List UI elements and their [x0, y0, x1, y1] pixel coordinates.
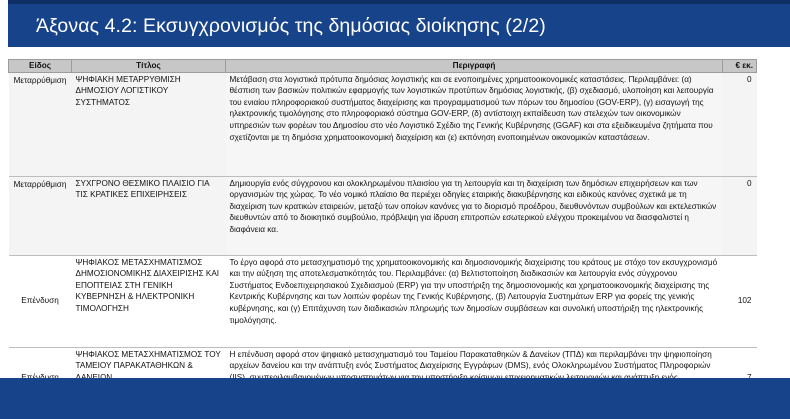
row-title: ΣΥΧΓΡΟΝΟ ΘΕΣΜΙΚΟ ΠΛΑΙΣΙΟ ΓΙΑ ΤΙΣ ΚΡΑΤΙΚΕΣ ΕΠΙΧΕΙΡΗΣΕΙΣ	[72, 176, 226, 255]
column-header-title: Τίτλος	[72, 60, 226, 73]
column-header-description: Περιγραφή	[226, 60, 723, 73]
row-type: Επένδυση	[9, 255, 72, 347]
column-header-amount: € εκ.	[723, 60, 757, 73]
row-title: ΨΗΦΙΑΚΗ ΜΕΤΑΡΡΥΘΜΙΣΗ ΔΗΜΟΣΙΟΥ ΛΟΓΙΣΤΙΚΟΥ ΣΥΣΤΗΜΑΤΟΣ	[72, 72, 226, 176]
column-header-type: Είδος	[9, 60, 72, 73]
row-amount: 0	[723, 176, 757, 255]
row-description: Δημιουργία ενός σύγχρονου και ολοκληρωμένου πλαισίου για τη λειτουργία και τη διαχείριση των δημόσιων επιχειρήσεων και των οργανισμών της χώρας. Το νέο νομικό πλαίσιο θα περιέχει οδηγίες εταιρικής διακυβέρνησης και ειδικούς κανόνες σχετικά με τη διαχείριση των κρατικών εταιρειών, μεταξύ των οποίων κανόνες για το διορισμό προέδρου, διευθυνόντων συμβούλων και εκτελεστικών διευθυντών από το διοικητικό συμβούλιο, πρόβλεψη για ίδρυση επιτροπών εσωτερικού ελέγχου προκειμένου να διασφαλιστεί η διαφάνεια κα.	[226, 176, 723, 255]
footer-band	[0, 378, 790, 419]
measures-table	[8, 59, 757, 410]
row-amount: 102	[723, 255, 757, 347]
table-row	[9, 176, 757, 255]
table-row	[9, 255, 757, 347]
row-description: Μετάβαση στα λογιστικά πρότυπα δημόσιας λογιστικής και σε ενοποιημένες χρηματοοικονομικές καταστάσεις. Περιλαμβάνει: (α) θέσπιση των βασικών πολιτικών εφαρμογής των λογιστικών προτύπων δημόσιας λογιστικής, (β) σχεδιασμό, υλοποίηση και λειτουργία του ενιαίου πληροφοριακού συστήματος διαχείρισης και προγραμματισμού των πόρων του δημοσίου (GOV-ERP), (γ) εισαγωγή της ηλεκτρονικής τιμολόγησης στο πληροφοριακό σύστημα GOV-ERP, (δ) αντίστοιχη εκπαίδευση των στελεχών των οικονομικών υπηρεσιών των φορέων του Δημοσίου στο νέο Λογιστικό Σχέδιο της Γενικής Κυβέρνησης (GGAF) και στα εξειδικευμένα ζητήματα που σχετίζονται με τη δημόσια χρηματοοικονομική διαχείριση και (ε) εκπόνηση ενοποιημένων οικονομικών καταστάσεων.	[226, 72, 723, 176]
page-title: Άξονας 4.2: Εκσυγχρονισμός της δημόσιας διοίκησης (2/2)	[36, 15, 546, 37]
row-description: Η επένδυση αφορά στον ψηφιακό μετασχηματισμό του Ταμείου Παρακαταθηκών & Δανείων (ΤΠΔ) και περιλαμβάνει την ψηφιοποίηση αρχείων δανείου και την ανάπτυξη ενός Συστήματος Διαχείρισης Εγγράφων (DMS), ενός Ολοκληρωμένου Συστήματος Πληροφοριών	[226, 347, 723, 409]
row-type: Μεταρρύθμιση	[9, 72, 72, 176]
table-row	[9, 72, 757, 176]
row-description: Το έργο αφορά στο μετασχηματισμό της χρηματοοικονομικής και δημοσιονομικής διαχείρισης του κράτους με στόχο τον εκσυγχρονισμό και την αύξηση της αποτελεσματικότητάς του. Περιλαμβάνει: (α) Βελτιστοποίηση διαδικασιών και λειτουργία ενός σύγχρονου Συστήματος Ενδοεπιχειρησιακού Σχεδιασμού (ERP) για την υποστήριξη της δημοσιονομικής και χρηματοοικονομικής διαχείρισης της Κεντρικής Κυβέρνησης και των λοιπών φορέων της Γενικής Κυβέρνησης, (β) Λειτουργία Συστημάτων ERP για φορείς της γενικής κυβέρνησης, και (γ) Επιτάχυνση των διαδικασιών πληρωμής των δημοσίων συμβάσεων και συνολική υποστήριξη της ηλεκτρονικής τιμολόγησης.	[226, 255, 723, 347]
measures-table-container	[8, 59, 756, 410]
title-bar	[8, 0, 790, 47]
row-title: ΨΗΦΙΑΚΟΣ ΜΕΤΑΣΧΗΜΑΤΙΣΜΟΣ ΔΗΜΟΣΙΟΝΟΜΙΚΗΣ ΔΙΑΧΕΙΡΙΣΗΣ ΚΑΙ ΕΠΟΠΤΕΙΑΣ ΣΤΗ ΓΕΝΙΚΗ ΚΥΒΕΡΝΗΣΗ & ΗΛΕΚΤΡΟΝΙΚΗ ΤΙΜΟΛΟΓΗΣΗ	[72, 255, 226, 347]
row-amount: 0	[723, 72, 757, 176]
row-title: ΨΗΦΙΑΚΟΣ ΜΕΤΑΣΧΗΜΑΤΙΣΜΟΣ ΤΟΥ ΤΑΜΕΙΟΥ ΠΑΡΑΚΑΤΑΘΗΚΩΝ &	[72, 347, 226, 409]
table-header-row	[9, 60, 757, 73]
row-type: Μεταρρύθμιση	[9, 176, 72, 255]
